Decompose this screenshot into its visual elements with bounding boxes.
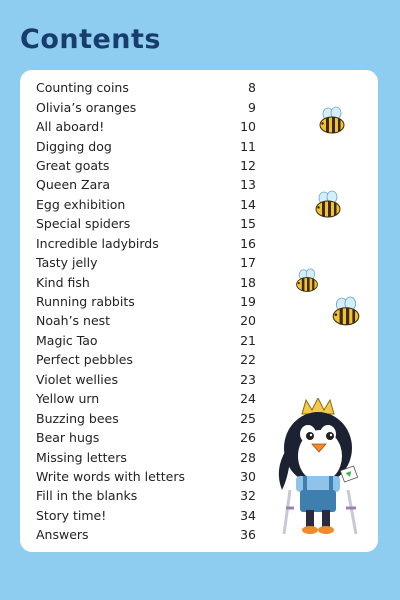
toc-page-number: 17 [240, 255, 256, 271]
toc-row [36, 97, 256, 116]
penguin-with-crown [272, 398, 368, 540]
toc-page-number: 24 [240, 391, 256, 407]
toc-label: All aboard! [36, 119, 105, 135]
toc-page-number: 28 [240, 449, 256, 465]
toc-page-number: 11 [240, 138, 256, 154]
toc-page-number: 14 [240, 196, 256, 212]
toc-row [36, 78, 256, 97]
toc-page-number: 20 [240, 313, 256, 329]
toc-label: Yellow urn [36, 391, 100, 407]
toc-row [36, 234, 256, 253]
toc-page-number: 21 [240, 332, 256, 348]
toc-row [36, 408, 256, 427]
toc-row [36, 117, 256, 136]
bee-icon [330, 296, 362, 328]
toc-row [36, 370, 256, 389]
toc-row [36, 331, 256, 350]
toc-label: Kind fish [36, 274, 90, 290]
toc-label: Olivia’s oranges [36, 99, 137, 115]
toc-page-number: 32 [240, 488, 256, 504]
toc-label: Noah’s nest [36, 313, 111, 329]
toc-label: Write words with letters [36, 468, 185, 484]
toc-row [36, 292, 256, 311]
toc-label: Buzzing bees [36, 410, 119, 426]
toc-label: Magic Tao [36, 332, 98, 348]
bee-icon [294, 268, 320, 294]
toc-row [36, 447, 256, 466]
toc-row [36, 195, 256, 214]
toc-row [36, 311, 256, 330]
toc-row [36, 214, 256, 233]
toc-label: Violet wellies [36, 371, 118, 387]
toc-page-number: 34 [240, 507, 256, 523]
toc-label: Queen Zara [36, 177, 111, 193]
toc-label: Missing letters [36, 449, 127, 465]
toc-page-number: 26 [240, 430, 256, 446]
toc-page-number: 30 [240, 468, 256, 484]
toc-label: Digging dog [36, 138, 112, 154]
toc-label: Special spiders [36, 216, 131, 232]
toc-page-number: 13 [240, 177, 256, 193]
toc-row [36, 136, 256, 155]
toc-label: Story time! [36, 507, 107, 523]
toc-page-number: 36 [240, 527, 256, 543]
toc-row [36, 525, 256, 544]
toc-label: Bear hugs [36, 430, 100, 446]
toc-page-number: 9 [248, 99, 256, 115]
toc-label: Perfect pebbles [36, 352, 133, 368]
toc-page-number: 16 [240, 235, 256, 251]
toc-row [36, 389, 256, 408]
toc-row [36, 428, 256, 447]
bee-icon [317, 106, 347, 136]
toc-row [36, 272, 256, 291]
toc-row [36, 175, 256, 194]
toc-label: Tasty jelly [36, 255, 98, 271]
toc-list [36, 78, 256, 545]
toc-label: Counting coins [36, 80, 129, 96]
toc-page-number: 12 [240, 157, 256, 173]
toc-page-number: 8 [248, 80, 256, 96]
toc-page-number: 18 [240, 274, 256, 290]
toc-page-number: 19 [240, 294, 256, 310]
toc-row [36, 486, 256, 505]
toc-label: Incredible ladybirds [36, 235, 159, 251]
toc-label: Fill in the blanks [36, 488, 138, 504]
toc-page-number: 15 [240, 216, 256, 232]
toc-row [36, 350, 256, 369]
toc-label: Answers [36, 527, 89, 543]
page-title: Contents [20, 24, 162, 55]
toc-page-number: 10 [240, 119, 256, 135]
toc-label: Great goats [36, 157, 110, 173]
toc-page-number: 23 [240, 371, 256, 387]
toc-row [36, 467, 256, 486]
toc-label: Running rabbits [36, 294, 135, 310]
toc-page-number: 25 [240, 410, 256, 426]
toc-row [36, 253, 256, 272]
toc-label: Egg exhibition [36, 196, 126, 212]
toc-page-number: 22 [240, 352, 256, 368]
toc-row [36, 506, 256, 525]
bee-icon [313, 190, 343, 220]
toc-row [36, 156, 256, 175]
